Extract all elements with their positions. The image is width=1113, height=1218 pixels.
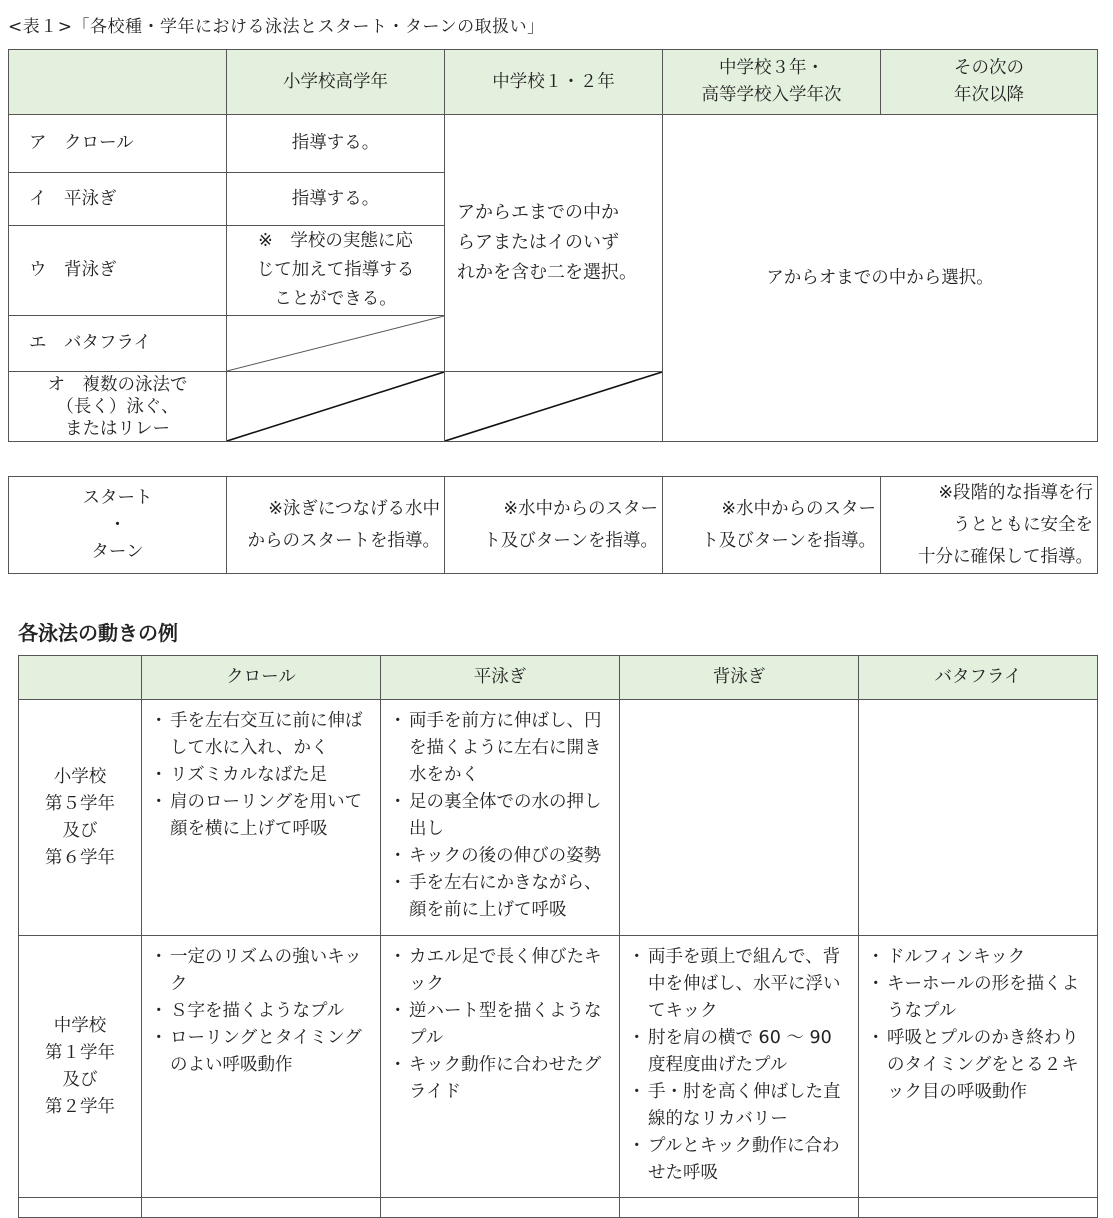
header-jh-1-2: 中学校１・２年 xyxy=(445,50,663,115)
stroke-handling-table xyxy=(8,49,1098,442)
t3-header-backstroke: 背泳ぎ xyxy=(620,656,859,700)
header-corner xyxy=(9,50,227,115)
jh12-medley-na xyxy=(445,372,663,442)
jh-butterfly xyxy=(859,936,1098,1198)
motion-item: ・ 呼吸とプルのかき終わりのタイミングをとる２キック目の呼吸動作 xyxy=(869,1025,1089,1106)
motion-item: ・ 両手を頭上で組んで、背中を伸ばし、水平に浮いてキック xyxy=(630,944,850,1025)
motion-item: ・ キック動作に合わせたグライド xyxy=(391,1052,611,1106)
next-row-stub xyxy=(19,1198,142,1218)
header-jh3-hs1: 中学校３年・ 高等学校入学年次 xyxy=(663,50,881,115)
start-turn-table xyxy=(8,476,1098,574)
diagonal-line xyxy=(227,372,444,441)
jh-breaststroke xyxy=(381,936,620,1198)
header-next-years: その次の 年次以降 xyxy=(881,50,1098,115)
motion-item: ・ 肘を肩の横で 60 ～ 90 度程度曲げたプル xyxy=(630,1025,850,1079)
jh-crawl xyxy=(142,936,381,1198)
motion-item: ・ ドルフィンキック xyxy=(869,944,1089,971)
row-label-medley: オ 複数の泳法で （長く）泳ぐ、 またはリレー xyxy=(9,372,227,442)
grade-label-junior-high: 中学校 第１学年 及び 第２学年 xyxy=(19,936,142,1198)
motion-item: ・ 足の裏全体での水の押し出し xyxy=(391,789,611,843)
motion-item: ・ リズミカルなばた足 xyxy=(152,762,372,789)
grade-label-elementary: 小学校 第５学年 及び 第６学年 xyxy=(19,700,142,936)
row-label-breaststroke: イ 平泳ぎ xyxy=(9,173,227,226)
start-turn-jh3: ※水中からのスター ト及びターンを指導。 xyxy=(663,477,881,574)
row-label-crawl: ア クロール xyxy=(9,115,227,173)
next-row-stub xyxy=(381,1198,620,1218)
start-turn-elementary: ※泳ぎにつなげる水中 からのスタートを指導。 xyxy=(227,477,445,574)
elementary-backstroke xyxy=(620,700,859,936)
t3-header-butterfly: バタフライ xyxy=(859,656,1098,700)
motion-item: ・ キーホールの形を描くようなプル xyxy=(869,971,1089,1025)
jh3-merged-cell: アからオまでの中から選択。 xyxy=(663,115,1098,442)
next-row-stub xyxy=(620,1198,859,1218)
elem-backstroke: ※ 学校の実態に応 じて加えて指導する ことができる。 xyxy=(227,226,445,316)
motion-item: ・ 手を左右にかきながら、顔を前に上げて呼吸 xyxy=(391,870,611,924)
row-label-butterfly: エ バタフライ xyxy=(9,316,227,372)
elementary-butterfly xyxy=(859,700,1098,936)
start-turn-next: ※段階的な指導を行 うとともに安全を 十分に確保して指導。 xyxy=(881,477,1098,574)
motion-item: ・ カエル足で長く伸びたキック xyxy=(391,944,611,998)
motion-examples-table xyxy=(18,655,1098,1218)
row-label-backstroke: ウ 背泳ぎ xyxy=(9,226,227,316)
motion-item: ・ 両手を前方に伸ばし、円を描くように左右に開き水をかく xyxy=(391,708,611,789)
next-row-stub xyxy=(142,1198,381,1218)
start-turn-jh12: ※水中からのスター ト及びターンを指導。 xyxy=(445,477,663,574)
motion-item: ・ ローリングとタイミングのよい呼吸動作 xyxy=(152,1025,372,1079)
table1-caption: <表１>「各校種・学年における泳法とスタート・ターンの取扱い」 xyxy=(8,17,545,37)
t3-header-crawl: クロール xyxy=(142,656,381,700)
motion-item: ・ プルとキック動作に合わせた呼吸 xyxy=(630,1133,850,1187)
elementary-breaststroke xyxy=(381,700,620,936)
jh-backstroke xyxy=(620,936,859,1198)
header-elementary-upper: 小学校高学年 xyxy=(227,50,445,115)
motion-item: ・ Ｓ字を描くようなプル xyxy=(152,998,372,1025)
motion-item: ・ 一定のリズムの強いキック xyxy=(152,944,372,998)
motion-item: ・ キックの後の伸びの姿勢 xyxy=(391,843,611,870)
motion-item: ・ 手・肘を高く伸ばした直線的なリカバリー xyxy=(630,1079,850,1133)
elem-medley-na xyxy=(227,372,445,442)
jh12-merged-cell: アからエまでの中か らアまたはイのいず れかを含む二を選択。 xyxy=(445,115,663,372)
t3-header-corner xyxy=(19,656,142,700)
elem-crawl: 指導する。 xyxy=(227,115,445,173)
motion-item: ・ 逆ハート型を描くようなプル xyxy=(391,998,611,1052)
elem-breaststroke: 指導する。 xyxy=(227,173,445,226)
motion-examples-title: 各泳法の動きの例 xyxy=(18,621,178,645)
elem-butterfly-na xyxy=(227,316,445,372)
diagonal-line xyxy=(227,316,444,371)
motion-item: ・ 手を左右交互に前に伸ばして水に入れ、かく xyxy=(152,708,372,762)
next-row-stub xyxy=(859,1198,1098,1218)
diagonal-line xyxy=(445,372,662,441)
t3-header-breaststroke: 平泳ぎ xyxy=(381,656,620,700)
start-turn-label: スタート ・ ターン xyxy=(9,477,227,574)
elementary-crawl xyxy=(142,700,381,936)
motion-item: ・ 肩のローリングを用いて顔を横に上げて呼吸 xyxy=(152,789,372,843)
